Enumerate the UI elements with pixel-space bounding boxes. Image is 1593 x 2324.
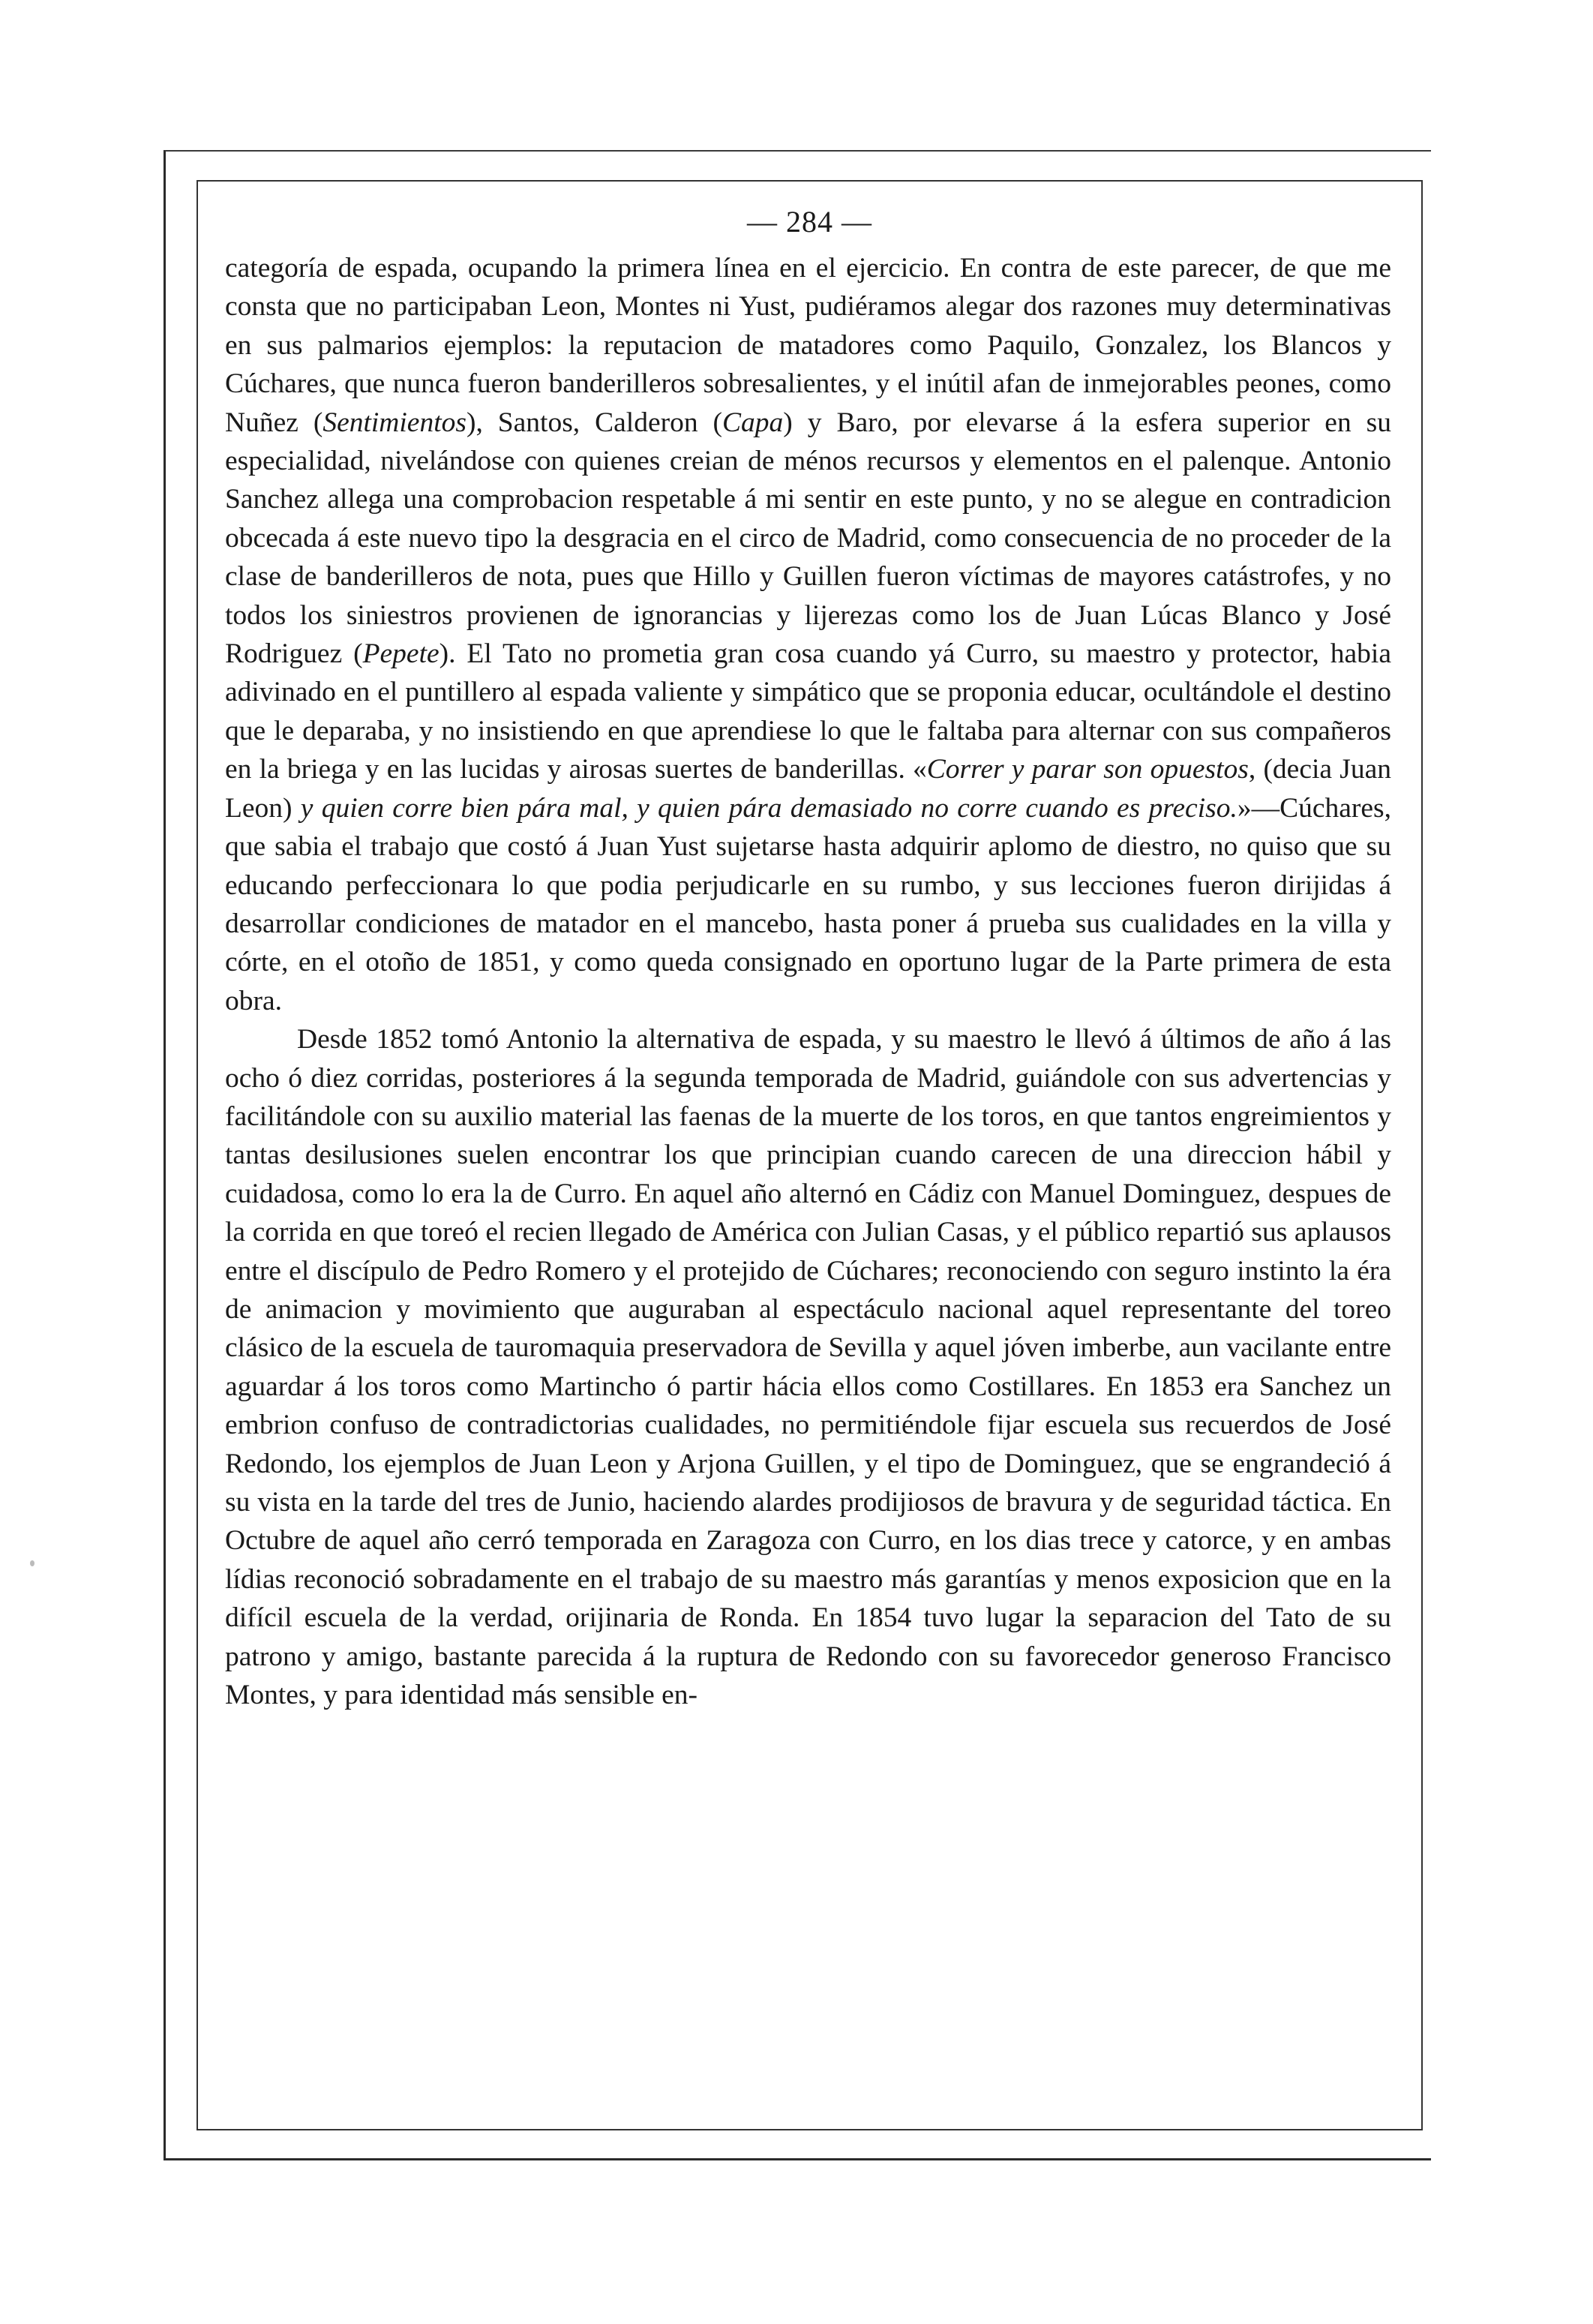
text-run: ), Santos, Calderon ( bbox=[466, 407, 723, 438]
italic-text-run: Capa bbox=[722, 407, 784, 438]
text-run: »—Cúchares, que sabia el trabajo que costó á Juan Yust sujetarse hasta adquirir aplomo de diestro, no quiso que su educando perfeccionara lo que podia perjudicarle en su rumbo, y sus lecciones fueron dirijidas á desarrollar condiciones de matador en el mancebo, hasta poner á prueba sus cualidades en la villa y córte, en el otoño de 1851, y como queda consignado en oportuno lugar de la Parte primera de esta obra. bbox=[225, 792, 1391, 1016]
paragraph-1 bbox=[225, 249, 1391, 1020]
italic-text-run: Pepete bbox=[362, 638, 440, 670]
text-run: ) y Baro, por elevarse á la esfera superior en su especialidad, nivelándose con quienes creian de ménos recursos y elementos en el palenque. Antonio Sanchez allega una comprobacion respetable á mi sentir en este punto, y no se alegue en contradicion obcecada á este nuevo tipo la desgracia en el circo de Madrid, como consecuencia de no proceder de la clase de banderilleros de nota, pues que Hillo y Guillen fueron víctimas de mayores catástrofes, y no todos los siniestros provienen de ignorancias y lijerezas como los de Juan Lúcas Blanco y José Rodriguez ( bbox=[225, 407, 1392, 670]
italic-text-run: y quien corre bien pára mal, y quien pára demasiado no corre cuando es preciso. bbox=[300, 792, 1238, 824]
paper-speck bbox=[30, 1560, 34, 1566]
text-run: categoría de espada, ocupando la primera línea en el ejercicio. En contra de este parecer, de que me consta que no participaban Leon, Montes ni Yust, pudiéramos alegar dos razones muy determinativas en sus palmarios ejemplos: la reputacion de matadores como Paquilo, Gonzalez, los Blancos y Cúchares, que nunca fueron banderilleros sobresalientes, y el inútil afan de inmejorables peones, como Nuñez ( bbox=[225, 253, 1391, 438]
text-run: ). El Tato no prometia gran cosa cuando yá Curro, su maestro y protector, habia adivinado en el puntillero al espada valiente y simpático que se proponia educar, ocultándole el destino que le deparaba, y no insistiendo en que aprendiese lo que le faltaba para alternar con sus compañeros en la briega y en las lucidas y airosas suertes de banderillas. « bbox=[225, 638, 1391, 785]
text-run: , (decia Juan Leon) bbox=[225, 754, 1391, 824]
body-text bbox=[225, 249, 1391, 1714]
italic-text-run: Sentimientos bbox=[322, 407, 466, 438]
page-number: — 284 — bbox=[747, 205, 872, 239]
italic-text-run: Correr y parar son opuestos bbox=[926, 754, 1249, 785]
text-run: Desde 1852 tomó Antonio la alternativa de espada, y su maestro le llevó á últimos de año á las ocho ó diez corridas, posteriores á la segunda temporada de Madrid, guiándole con sus advertencias y facilitándole con su auxilio material las faenas de la muerte de los toros, en que tantos engreimientos y tantas desilusiones suelen encontrar los que principian cuando carecen de una direccion hábil y cuidadosa, como lo era la de Curro. En aquel año alternó en Cádiz con Manuel Dominguez, despues de la corrida en que toreó el recien llegado de América con Julian Casas, y el público repartió sus aplausos entre el discípulo de Pedro Romero y el protejido de Cúchares; reconociendo con seguro instinto la éra de animacion y movimiento que auguraban al espectáculo nacional aquel representante del toreo clásico de la escuela de tauromaquia preservadora de Sevilla y aquel jóven imberbe, aun vacilante entre aguardar á los toros como Martincho ó partir hácia ellos como Costillares. En 1853 era Sanchez un embrion confuso de contradictorias cualidades, no permitiéndole fijar escuela sus recuerdos de José Redondo, los ejemplos de Juan Leon y Arjona Guillen, y el tipo de Dominguez, que se engrandeció á su vista en la tarde del tres de Junio, haciendo alardes prodijiosos de bravura y de seguridad táctica. En Octubre de aquel año cerró temporada en Zaragoza con Curro, en los dias trece y catorce, y en ambas lídias reconoció sobradamente en el trabajo de su maestro más garantías y menos exposicion que en la difícil escuela de la verdad, orijinaria de Ronda. En 1854 tuvo lugar la separacion del Tato de su patrono y amigo, bastante parecida á la ruptura de Redondo con su favorecedor generoso Francisco Montes, y para identidad más sensible en- bbox=[225, 1024, 1391, 1711]
paragraph-2 bbox=[225, 1020, 1391, 1714]
